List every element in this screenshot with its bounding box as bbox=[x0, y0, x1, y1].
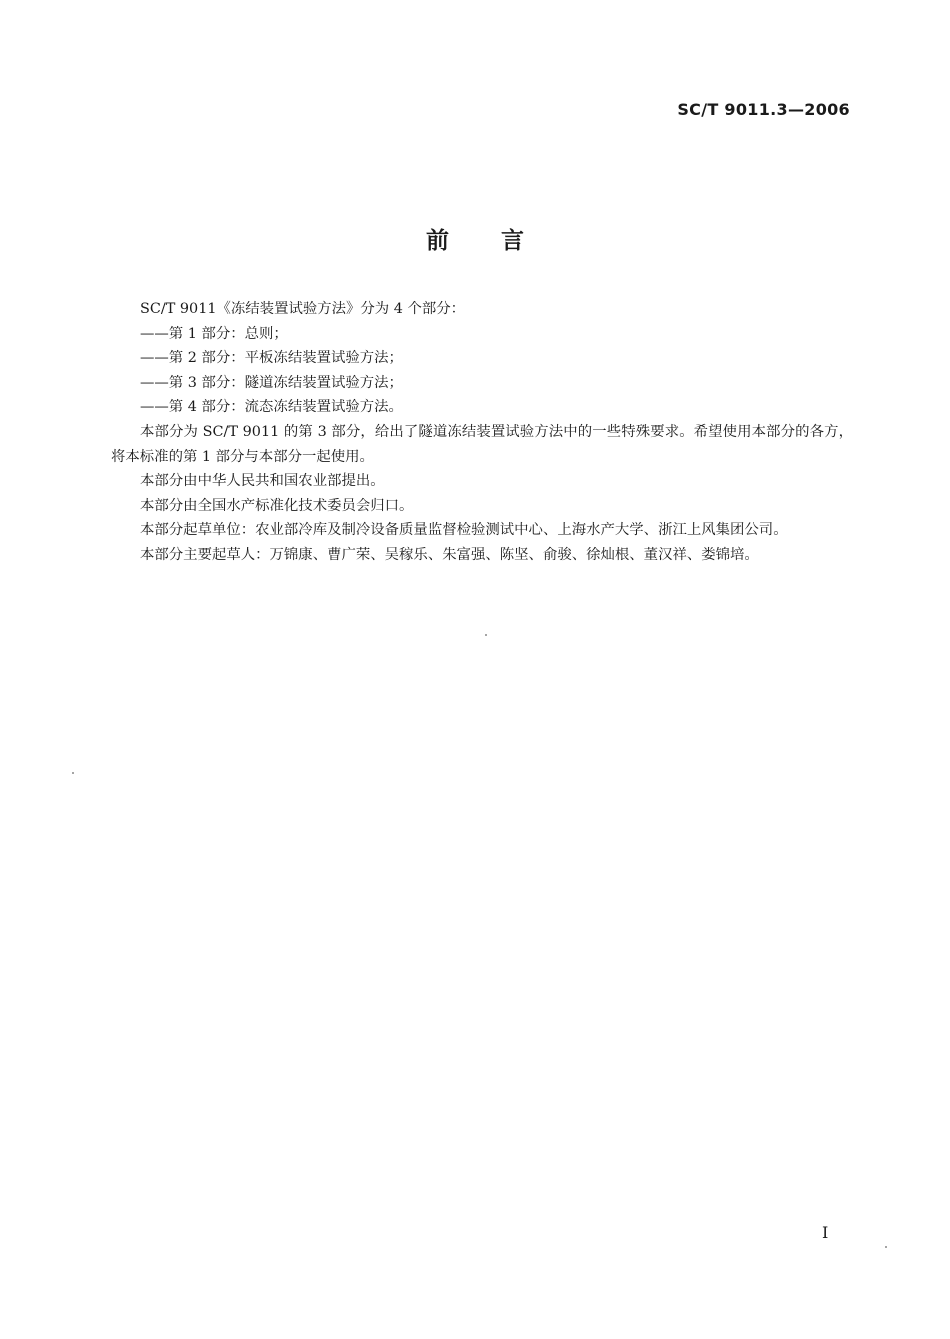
paragraph-parts-intro: SC/T 9011《冻结装置试验方法》分为 4 个部分： bbox=[140, 301, 466, 317]
paragraph-proposer: 本部分由中华人民共和国农业部提出。 bbox=[140, 473, 385, 490]
list-item-part-1: ——第 1 部分：总则； bbox=[140, 325, 288, 342]
paragraph-drafting-units: 本部分起草单位：农业部冷库及制冷设备质量监督检验测试中心、上海水产大学、浙江上风集团公司。 bbox=[140, 522, 788, 539]
page-title: 前言 bbox=[426, 228, 576, 254]
list-item-part-3: ——第 3 部分：隧道冻结装置试验方法； bbox=[140, 374, 403, 391]
list-item-part-2: ——第 2 部分：平板冻结装置试验方法； bbox=[140, 350, 403, 367]
scan-speck bbox=[72, 772, 74, 774]
document-body bbox=[111, 297, 853, 568]
paragraph-scope: 本部分为 SC/T 9011 的第 3 部分，给出了隧道冻结装置试验方法中的一些特殊要求。希望使用本部分的各方，将本标准的第 1 部分与本部分一起使用。 bbox=[111, 423, 853, 465]
paragraph-drafters: 本部分主要起草人：万锦康、曹广荣、吴稼乐、朱富强、陈坚、俞骏、徐灿根、董汉祥、娄锦培。 bbox=[140, 546, 759, 563]
standard-code: SC/T 9011.3—2006 bbox=[677, 100, 850, 119]
paragraph-committee: 本部分由全国水产标准化技术委员会归口。 bbox=[140, 497, 414, 514]
page-number: I bbox=[822, 1223, 829, 1242]
scan-speck bbox=[485, 634, 487, 636]
list-item-part-4: ——第 4 部分：流态冻结装置试验方法。 bbox=[140, 399, 403, 416]
scan-speck bbox=[885, 1246, 887, 1248]
